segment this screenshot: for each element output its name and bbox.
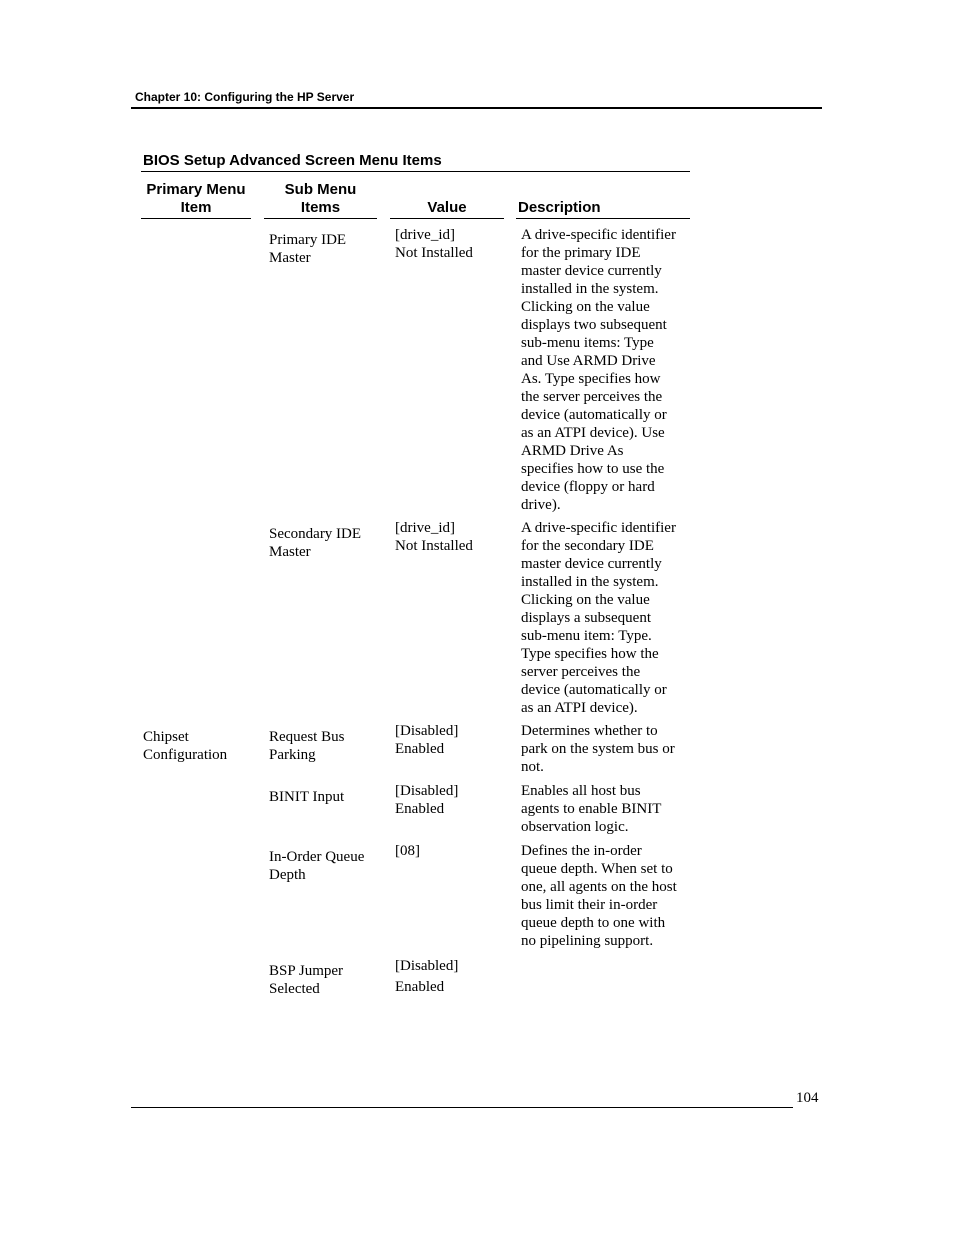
column-header-primary: Primary Menu Item	[146, 181, 246, 216]
page-number: 104	[796, 1090, 819, 1106]
table-row-sub-item: In-Order Queue Depth	[269, 849, 365, 883]
table-row-sub-item: Secondary IDE Master	[269, 526, 362, 560]
column-rule-primary	[141, 218, 251, 219]
column-rule-description	[516, 218, 690, 219]
table-row-value: [Disabled] Enabled	[395, 723, 459, 757]
table-row-value: [drive_id] Not Installed	[395, 520, 473, 554]
table-title: BIOS Setup Advanced Screen Menu Items	[143, 152, 442, 169]
table-row-value: [Disabled] Enabled	[395, 958, 459, 995]
header-rule	[131, 107, 822, 109]
column-header-value: Value	[427, 199, 467, 216]
table-row-value: [Disabled] Enabled	[395, 783, 459, 817]
table-row-sub-item: Primary IDE Master	[269, 232, 347, 266]
title-rule	[141, 171, 690, 172]
table-row-description: Defines the in-order queue depth. When set to one, all agents on the host bus limit their in-order queue depth to one with no pipelining support.	[521, 843, 677, 949]
table-row-primary-item: Chipset Configuration	[143, 729, 228, 763]
chapter-header: Chapter 10: Configuring the HP Server	[135, 90, 355, 104]
table-row-description: Determines whether to park on the system bus or not.	[521, 723, 675, 775]
table-row-sub-item: Request Bus Parking	[269, 729, 345, 763]
table-row-value: [drive_id] Not Installed	[395, 227, 473, 261]
table-row-value: [08]	[395, 843, 420, 859]
table-row-sub-item: BSP Jumper Selected	[269, 963, 344, 997]
table-row-description: A drive-specific identifier for the primary IDE master device currently installed in the system. Clicking on the value displays two subsequent sub-menu items: Type and Use ARMD Drive As. Type specifies how the server perceives the device (automatically or as an ATPI device). Use ARMD Drive As specifies how to use the device (floppy or hard drive).	[521, 227, 676, 513]
column-rule-sub	[264, 218, 377, 219]
table-row-description: Enables all host bus agents to enable BINIT observation logic.	[521, 783, 662, 835]
table-row-sub-item: BINIT Input	[269, 789, 345, 805]
table-row-description: A drive-specific identifier for the secondary IDE master device currently installed in the system. Clicking on the value displays a subsequent sub-menu item: Type. Type specifies how the server perceives the device (automatically or as an ATPI device).	[521, 520, 676, 716]
column-header-sub: Sub Menu Items	[284, 181, 357, 216]
footer-rule	[131, 1107, 793, 1108]
column-rule-value	[390, 218, 504, 219]
column-header-description: Description	[518, 199, 601, 216]
